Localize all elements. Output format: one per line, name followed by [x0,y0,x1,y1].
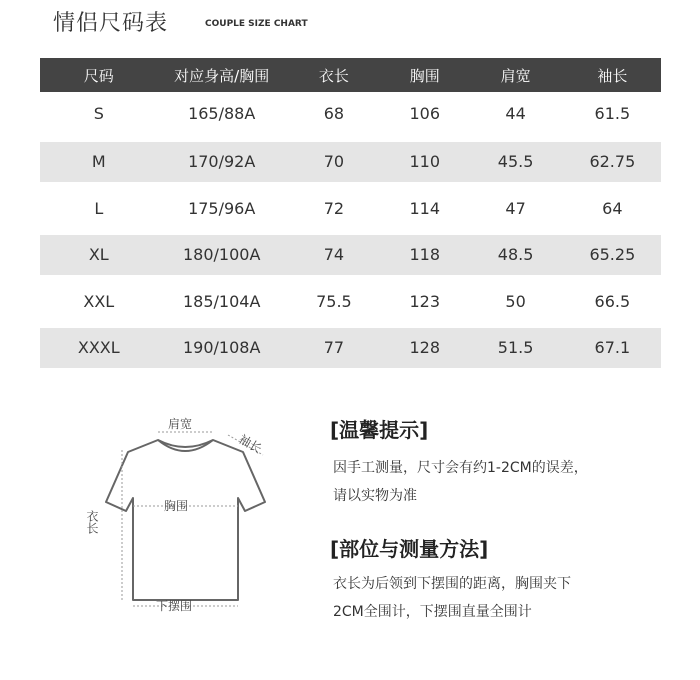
table-cell: 175/96A [188,198,256,218]
table-cell: 74 [286,232,382,279]
table-cell: 118 [382,232,468,279]
column-header-chest: 胸围 [409,66,440,85]
sleeve-label: 袖长 [236,432,265,457]
hem-label: 下摆围 [156,599,193,613]
table-cell: 70 [286,139,382,186]
size-table [40,58,661,374]
method-text [333,570,653,626]
table-cell: 165/88A [188,104,256,124]
method-title: [部位与测量方法] [330,537,489,561]
page-title: 情侣尺码表 [53,11,169,36]
table-cell: XXL [83,291,115,311]
table-row [40,92,661,139]
table-cell: 68 [323,104,345,124]
tips-line: 因手工测量，尺寸会有约1-2CM的误差， [333,460,588,476]
table-cell: M [40,139,158,186]
column-header-shoulder: 肩宽 [500,66,531,85]
table-cell: S [93,104,104,124]
column-header-sleeve: 袖长 [597,66,628,85]
table-cell: 180/100A [158,232,286,279]
table-cell: 185/104A [182,291,261,311]
table-cell: 62.75 [564,139,661,186]
tips-title: [温馨提示] [330,418,429,442]
table-cell: 65.25 [564,232,661,279]
table-cell: 114 [409,198,441,218]
method-line: 2CM全围计，下摆围直量全围计 [333,604,532,620]
table-cell: 170/92A [158,139,286,186]
table-row [40,278,661,325]
table-cell: 50 [505,291,526,311]
table-cell: XXXL [40,325,158,372]
table-cell: XL [40,232,158,279]
table-cell: 106 [409,104,441,124]
shoulder-label: 肩宽 [168,417,193,431]
length-label: 衣长 [85,510,99,534]
tips-text [333,454,653,510]
table-row [40,232,661,279]
chest-label: 胸围 [164,499,189,513]
page-subtitle: COUPLE SIZE CHART [205,19,308,29]
column-header-size: 尺码 [83,66,114,85]
table-cell: 48.5 [468,232,564,279]
table-row [40,139,661,186]
column-header-length: 衣长 [318,66,349,85]
tips-line: 请以实物为准 [333,488,417,504]
table-cell: 66.5 [594,291,631,311]
method-line: 衣长为后领到下摆围的距离，胸围夹下 [333,576,571,592]
table-row [40,325,661,372]
table-cell: 75.5 [316,291,352,311]
table-row [40,185,661,232]
table-cell: 72 [323,198,345,218]
table-cell: 44 [505,104,526,124]
table-cell: 123 [409,291,441,311]
table-cell: 190/108A [158,325,286,372]
tshirt-outline-icon [106,440,265,600]
column-header-height-chest: 对应身高/胸围 [174,66,270,85]
tshirt-measurement-diagram [85,410,278,615]
table-cell: 47 [505,198,526,218]
table-cell: 110 [382,139,468,186]
table-cell: 77 [286,325,382,372]
table-header-row [40,58,661,92]
table-cell: 67.1 [564,325,661,372]
table-cell: 64 [602,198,623,218]
table-cell: L [94,198,104,218]
table-cell: 61.5 [594,104,631,124]
table-cell: 51.5 [468,325,564,372]
table-cell: 128 [382,325,468,372]
table-cell: 45.5 [468,139,564,186]
